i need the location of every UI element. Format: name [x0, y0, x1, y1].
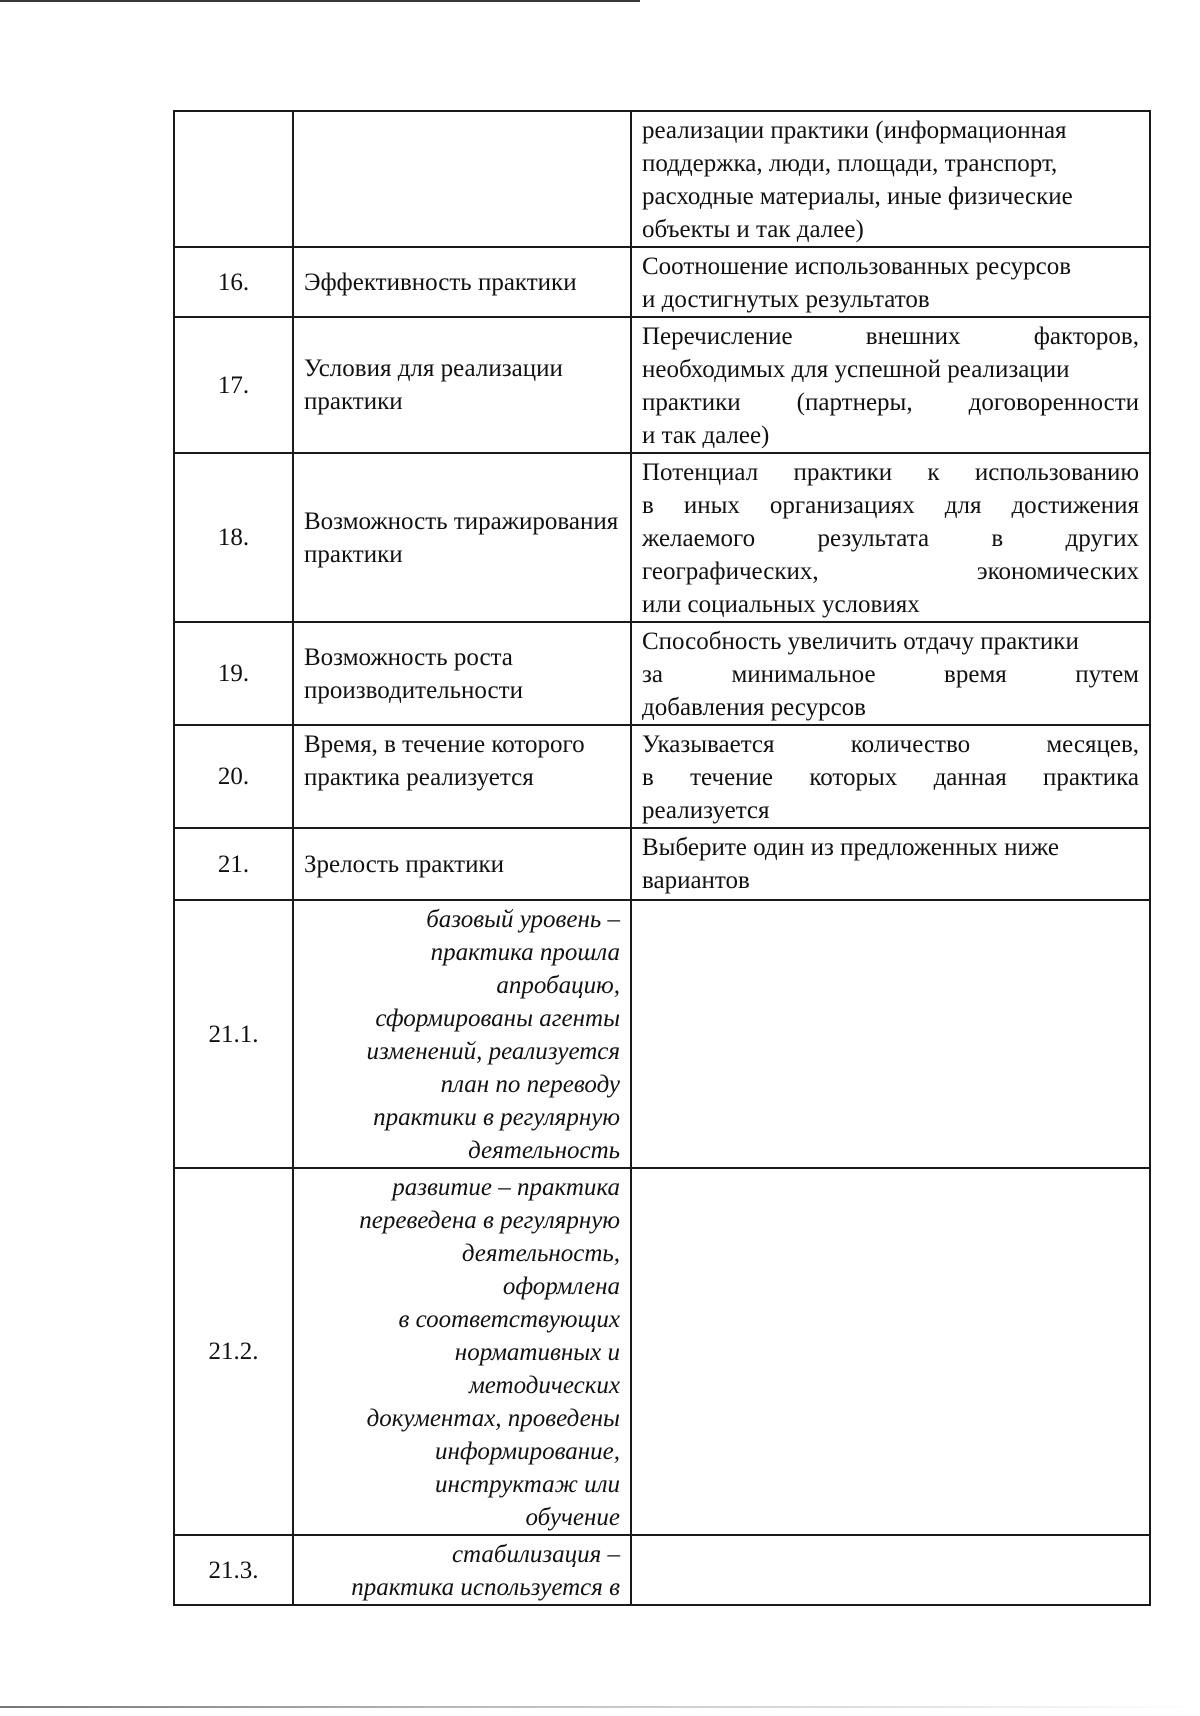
criterion-name: Зрелость практики	[293, 828, 631, 900]
description-line: практики (партнеры, договоренности	[642, 389, 1139, 416]
maturity-option-text	[293, 1168, 631, 1535]
option-line: нормативных и	[454, 1339, 620, 1366]
description-line: и так далее)	[642, 422, 770, 449]
practice-criteria-table	[173, 110, 1151, 1606]
criterion-description	[631, 725, 1150, 828]
criterion-description	[631, 622, 1150, 725]
table-row	[174, 453, 1150, 622]
table-row	[174, 828, 1150, 900]
criterion-description	[631, 247, 1150, 317]
criterion-description	[631, 828, 1150, 900]
table-row	[174, 247, 1150, 317]
option-line: деятельность	[468, 1137, 620, 1164]
option-line: оформлена	[502, 1273, 620, 1300]
option-line: информирование,	[435, 1438, 620, 1465]
description-line: Указывается количество месяцев,	[642, 731, 1139, 758]
row-number	[174, 111, 293, 247]
criterion-description	[631, 453, 1150, 622]
table-row	[174, 1168, 1150, 1535]
table-row	[174, 111, 1150, 247]
description-line: Потенциал практики к использованию	[642, 459, 1139, 486]
row-number: 16.	[174, 247, 293, 317]
criterion-name: Время, в течение которого практика реализуется	[293, 725, 631, 828]
description-line: Выберите один из предложенных ниже	[642, 834, 1059, 861]
table-row	[174, 317, 1150, 453]
criterion-name	[293, 111, 631, 247]
option-line: инструктаж или	[435, 1471, 620, 1498]
description-line: необходимых для успешной реализации	[642, 356, 1070, 383]
description-line: объекты и так далее)	[642, 216, 864, 243]
criterion-name: Условия для реализации практики	[293, 317, 631, 453]
option-line: методических	[468, 1372, 620, 1399]
description-line: желаемого результата в других	[642, 525, 1139, 552]
scan-edge-bottom	[0, 1706, 1200, 1708]
description-line: реализуется	[642, 797, 770, 824]
option-line: практики в регулярную	[373, 1104, 620, 1131]
table-row	[174, 725, 1150, 828]
description-line: поддержка, люди, площади, транспорт,	[642, 150, 1058, 177]
option-line: план по переводу	[440, 1071, 620, 1098]
criterion-name: Эффективность практики	[293, 247, 631, 317]
scan-edge-top	[0, 0, 640, 2]
option-line: в соответствующих	[398, 1306, 620, 1333]
row-number: 21.1.	[174, 900, 293, 1168]
description-line: Соотношение использованных ресурсов	[642, 253, 1071, 280]
row-number: 21.3.	[174, 1535, 293, 1605]
description-line: добавления ресурсов	[642, 694, 866, 721]
row-number: 17.	[174, 317, 293, 453]
criterion-description	[631, 317, 1150, 453]
option-line: практика прошла	[430, 939, 620, 966]
table-row	[174, 1535, 1150, 1605]
row-number: 18.	[174, 453, 293, 622]
description-line: за минимальное время путем	[642, 661, 1139, 688]
row-number: 19.	[174, 622, 293, 725]
row-number: 21.	[174, 828, 293, 900]
criterion-description	[631, 111, 1150, 247]
description-line: в течение которых данная практика	[642, 764, 1139, 791]
description-line: в иных организациях для достижения	[642, 492, 1139, 519]
option-line: изменений, реализуется	[366, 1038, 620, 1065]
table-row	[174, 622, 1150, 725]
option-line: документах, проведены	[366, 1405, 620, 1432]
description-line: расходные материалы, иные физические	[642, 183, 1073, 210]
criterion-name: Возможность роста производительности	[293, 622, 631, 725]
criterion-name: Возможность тиражирования практики	[293, 453, 631, 622]
option-line: деятельность,	[461, 1240, 620, 1267]
row-number: 21.2.	[174, 1168, 293, 1535]
maturity-option-text	[293, 1535, 631, 1605]
description-line: Перечисление внешних факторов,	[642, 323, 1139, 350]
maturity-option-text	[293, 900, 631, 1168]
option-line: переведена в регулярную	[359, 1207, 620, 1234]
description-line: или социальных условиях	[642, 591, 920, 618]
option-line: обучение	[525, 1504, 620, 1531]
empty-description-cell	[631, 1168, 1150, 1535]
option-line: базовый уровень –	[426, 906, 620, 933]
description-line: Способность увеличить отдачу практики	[642, 628, 1079, 655]
empty-description-cell	[631, 1535, 1150, 1605]
description-line: вариантов	[642, 867, 750, 894]
option-line: апробацию,	[496, 972, 620, 999]
empty-description-cell	[631, 900, 1150, 1168]
description-line: географических, экономических	[642, 558, 1139, 585]
row-number: 20.	[174, 725, 293, 828]
option-line: сформированы агенты	[375, 1005, 620, 1032]
description-line: реализации практики (информационная	[642, 117, 1067, 144]
option-line: стабилизация –	[451, 1541, 620, 1568]
description-line: и достигнутых результатов	[642, 286, 930, 313]
option-line: практика используется в	[351, 1574, 620, 1601]
option-line: развитие – практика	[392, 1174, 620, 1201]
table-row	[174, 900, 1150, 1168]
